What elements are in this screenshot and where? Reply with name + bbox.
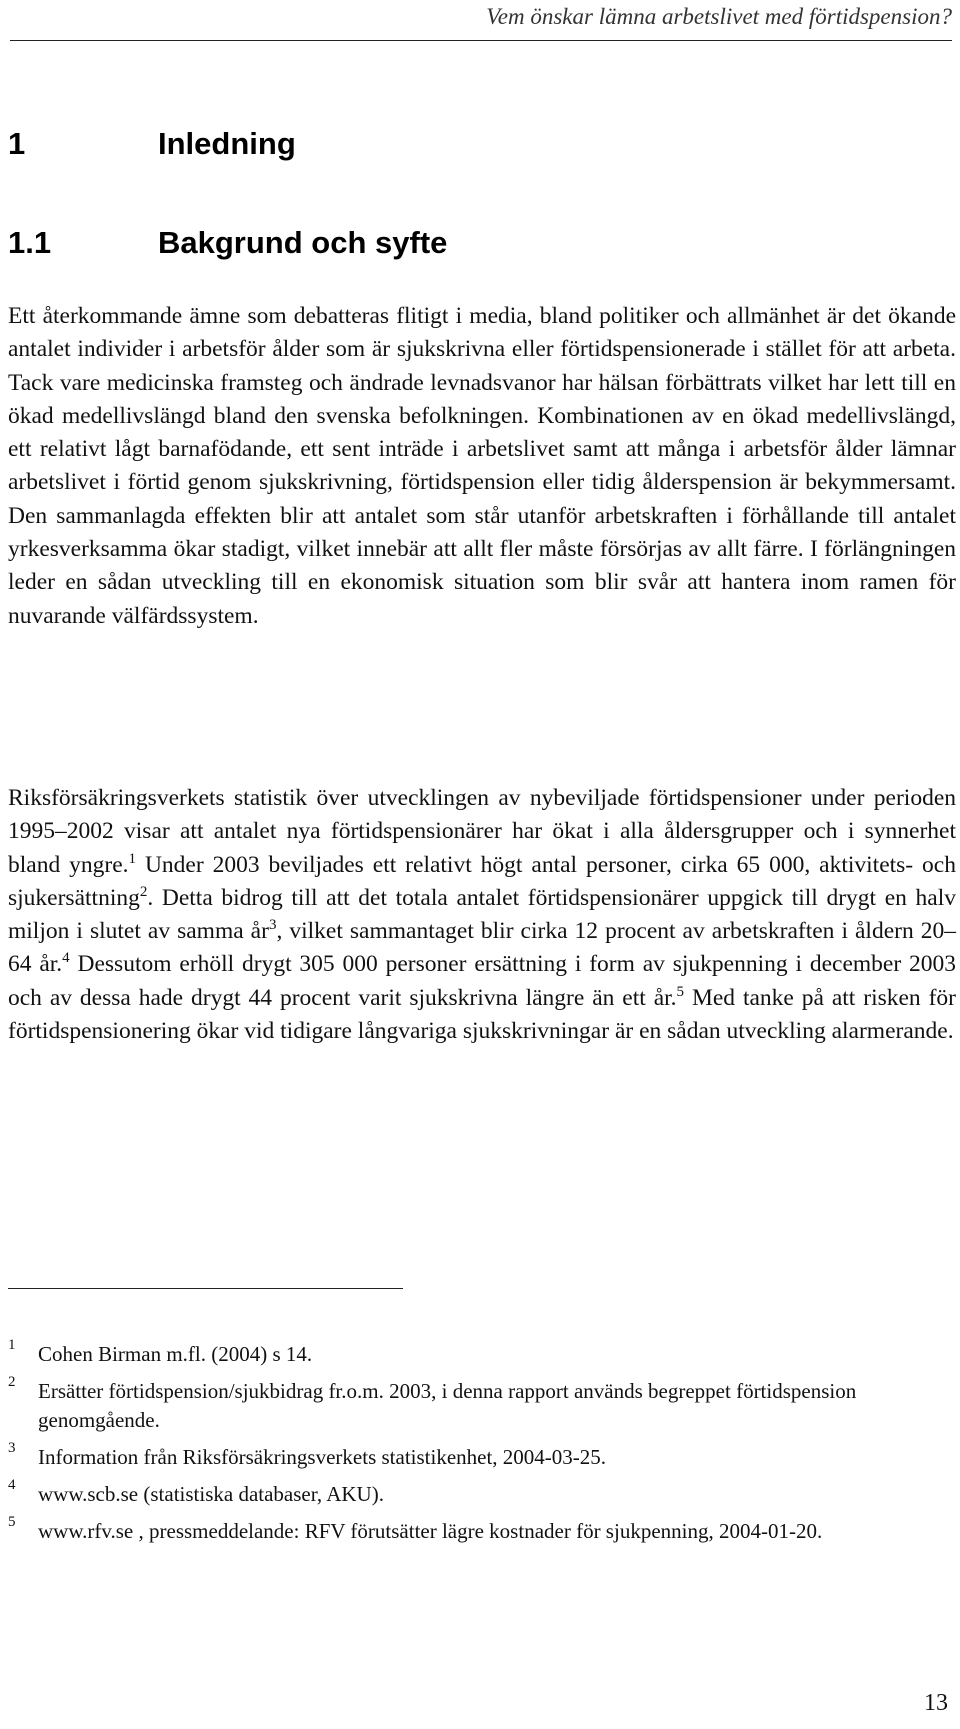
footnote-ref-5[interactable]: 5 <box>676 983 685 1000</box>
running-header: Vem önskar lämna arbetslivet med förtidspension? <box>10 4 952 41</box>
footnote-mark: 1 <box>8 1337 16 1353</box>
footnote-text: Ersätter förtidspension/sjukbidrag fr.o.m. 2003, i denna rapport används begreppet förtidspension genomgående. <box>38 1379 857 1432</box>
footnote-ref-4[interactable]: 4 <box>62 950 70 967</box>
footnote-mark: 3 <box>8 1440 16 1456</box>
footnote-4 <box>8 1477 956 1509</box>
footnotes <box>8 1337 956 1554</box>
footnote-separator <box>8 1288 403 1289</box>
page-number: 13 <box>924 1690 948 1716</box>
subsection-number: 1.1 <box>8 225 52 260</box>
paragraph-background: Ett återkommande ämne som debatteras flitigt i media, bland politiker och allmänhet är det ökande antalet individer i arbetsför ålder som är sjukskrivna eller förtidspensionerade i stället för att arbeta. Tack vare medicinska framsteg och ändrade levnadsvanor har hälsan förbättrats vilket har lett till en ökad medellivslängd bland den svenska befolkningen. Kombinationen av en ökad medellivslängd, ett relativt lågt barnafödande, ett sent inträde i arbetslivet samt att många i arbetsför ålder lämnar arbetslivet i förtid genom sjukskrivning, förtidspension eller tidig ålderspension är bekymmersamt. Den sammanlagda effekten blir att antalet som står utanför arbetskraften i förhållande till antalet yrkesverksamma ökar stadigt, vilket innebär att allt fler måste försörjas av allt färre. I förlängningen leder en sådan utveckling till en ekonomisk situation som blir svår att hantera inom ramen för nuvarande välfärdssystem. <box>8 303 956 629</box>
footnote-text[interactable]: www.rfv.se , pressmeddelande: RFV förutsätter lägre kostnader för sjukpenning, 2004-01-20. <box>38 1519 823 1543</box>
footnote-5 <box>8 1514 956 1546</box>
footnote-3 <box>8 1440 956 1472</box>
paragraph-statistics <box>8 782 956 1048</box>
text-segment: Riksförsäkringsverkets statistik över utvecklingen av nybeviljade förtidspensioner under perioden 1995–2002 visar att antalet nya förtidspensionärer har ökat i alla åldersgrupper och i synnerhet bland yngre. <box>8 785 956 878</box>
text-segment: . Detta bidrog till att det totala antalet förtidspensionärer uppgick till drygt en halv miljon i slutet av samma år <box>8 884 956 945</box>
footnote-ref-3[interactable]: 3 <box>268 917 277 934</box>
text-segment: Med tanke på att risken för förtidspensionering ökar vid tidigare långvariga sjukskrivningar är en sådan utveckling alarmerande. <box>8 984 956 1045</box>
section-heading-1 <box>8 126 296 162</box>
footnote-mark: 4 <box>8 1477 16 1493</box>
subsection-heading-1-1 <box>8 225 447 261</box>
section-title: Inledning <box>158 126 296 161</box>
text-segment: , vilket sammantaget blir cirka 12 procent av arbetskraften i åldern 20–64 år. <box>8 918 956 978</box>
footnote-mark: 5 <box>8 1514 16 1530</box>
section-number: 1 <box>8 126 26 161</box>
footnote-mark: 2 <box>8 1374 16 1390</box>
footnote-2 <box>8 1374 956 1435</box>
subsection-title: Bakgrund och syfte <box>158 225 448 260</box>
footnote-1 <box>8 1337 956 1369</box>
footnote-text: Cohen Birman m.fl. (2004) s 14. <box>38 1342 313 1366</box>
footnote-text[interactable]: www.scb.se (statistiska databaser, AKU). <box>38 1482 384 1506</box>
footnote-text: Information från Riksförsäkringsverkets statistikenhet, 2004-03-25. <box>38 1445 607 1469</box>
text-segment: Under 2003 beviljades ett relativt högt antal personer, cirka 65 000, aktivitets- och sjukersättning <box>8 851 956 911</box>
footnote-ref-1[interactable]: 1 <box>128 850 137 867</box>
text-segment: Dessutom erhöll drygt 305 000 personer ersättning i form av sjukpenning i december 2003 och av dessa hade drygt 44 procent varit sjukskrivna längre än ett år. <box>8 951 956 1011</box>
footnote-ref-2[interactable]: 2 <box>139 883 148 900</box>
